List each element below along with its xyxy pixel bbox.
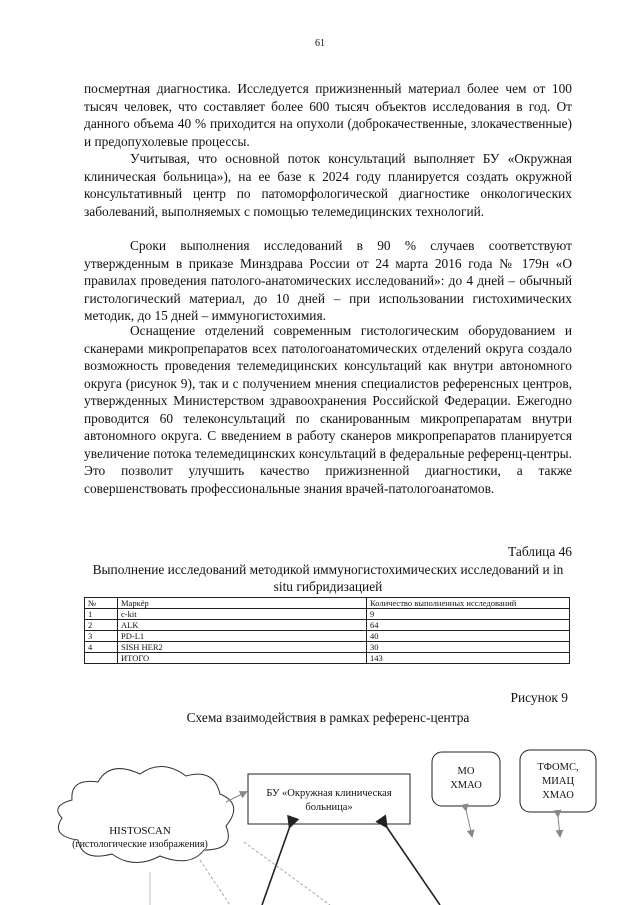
figure-number: Рисунок 9 (510, 690, 568, 705)
cell-number: 4 (85, 642, 118, 653)
histoscan-label: HISTOSCAN (109, 825, 171, 837)
histoscan-cloud (58, 766, 234, 862)
cell-marker: SISH HER2 (118, 642, 367, 653)
cell-marker: ALK (118, 620, 367, 631)
cell-count: 9 (367, 609, 570, 620)
cloud-dashed-line-2 (244, 842, 330, 905)
paragraph-1: посмертная диагностика. Исследуется прижизненный материал более чем от 100 тысяч человек, что составляет более 600 тысяч объектов исследования в год. От данного объема 40 % приходится на опухоли (доброкачественные, злокачественные) и предопухолевые процессы. (84, 81, 572, 149)
marker-table (84, 597, 570, 664)
cell-marker: PD-L1 (118, 631, 367, 642)
tfoms-label-line1: ТФОМС, (537, 762, 579, 773)
hospital-node (248, 774, 410, 824)
hospital-label-line1: БУ «Окружная клиническая (266, 788, 392, 799)
cell-number: 1 (85, 609, 118, 620)
header-marker: Маркёр (118, 598, 367, 609)
mo-node (432, 752, 500, 806)
cell-marker: c-kit (118, 609, 367, 620)
mo-label-line2: ХМАО (450, 780, 482, 791)
cell-count: 30 (367, 642, 570, 653)
table-row (85, 642, 570, 653)
tfoms-arrow (558, 816, 560, 836)
cloud-hospital-arrow (226, 792, 246, 802)
cell-count: 64 (367, 620, 570, 631)
interaction-diagram (0, 740, 640, 905)
table-row (85, 609, 570, 620)
cell-count: 40 (367, 631, 570, 642)
table-row (85, 631, 570, 642)
cell-number: 3 (85, 631, 118, 642)
table-row (85, 620, 570, 631)
table-caption: Выполнение исследований методикой иммуногистохимических исследований и in situ гибридизацией (92, 562, 564, 594)
histoscan-sublabel: (гистологические изображения) (72, 839, 208, 850)
paragraph-2: Учитывая, что основной поток консультаций выполняет БУ «Окружная клиническая больница»), на ее базе к 2024 году планируется создать окружной консультативный центр по патоморфологической диагностике онкологических заболеваний, выполняемых с помощью телемедицинских технологий. (84, 151, 572, 219)
page-number: 61 (315, 38, 325, 49)
cell-marker: ИТОГО (118, 653, 367, 664)
mo-label-line1: МО (457, 766, 475, 777)
hospital-label-line2: больница» (305, 802, 353, 813)
cell-number: 2 (85, 620, 118, 631)
cloud-dashed-line-1 (200, 860, 230, 905)
figure-caption: Схема взаимодействия в рамках референс-центра (186, 710, 470, 725)
paragraph-4: Оснащение отделений современным гистологическим оборудованием и сканерами микропрепаратов всех патологоанатомических отделений округа создало возможность проведения телемедицинских консультаций как внутри автономного округа (рисунок 9), так и с получением мнения специалистов референсных центров, утвержденных Министерством здравоохранения Российской Федерации. Ежегодно проводится 60 телеконсультаций по сканированным микропрепаратам внутри автономного округа. С введением в работу сканеров микропрепаратов планируется увеличение потока телемедицинских консультаций в федеральные референц-центры. Это позволит улучшить качество прижизненной диагностики, а также совершенствовать профессиональные знания врачей-патологоанатомов. (84, 323, 572, 496)
table-total-row (85, 653, 570, 664)
header-number: № (85, 598, 118, 609)
table-number: Таблица 46 (508, 544, 572, 559)
tfoms-label-line3: ХМАО (542, 790, 574, 801)
tfoms-node (520, 750, 596, 812)
cell-number (85, 653, 118, 664)
hospital-arrow-right (386, 826, 440, 905)
mo-arrow (466, 810, 472, 836)
header-count: Количество выполненных исследований (367, 598, 570, 609)
table-header-row (85, 598, 570, 609)
hospital-arrow-left (262, 826, 290, 905)
tfoms-label-line2: МИАЦ (541, 776, 575, 787)
paragraph-3: Сроки выполнения исследований в 90 % случаев соответствуют утвержденным в приказе Минздрава России от 24 марта 2016 года № 179н «О правилах проведения патолого-анатомических исследований»: до 4 дней – обычный гистологический материал, до 10 дней – при использовании гистохимических методик, до 15 дней – иммуногистохимия. (84, 238, 572, 323)
cell-count: 143 (367, 653, 570, 664)
